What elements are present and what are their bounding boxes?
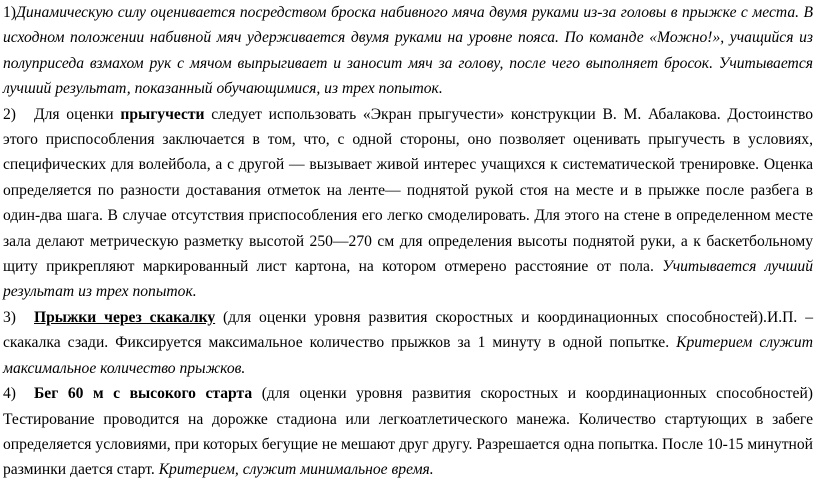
paragraph-1-number: 1) [3,4,16,21]
paragraph-2 [3,102,813,305]
paragraph-4-text: (для оценки уровня развития скоростных и координационных способностей) Тестирование проводится на дорожке стадиона или легкоатлетического манежа. Количество стартующих в забеге определяется условиями, при которых бегущие не мешают друг другу. Разрешается одна попытка. После 10-15 минутной разминки дается старт. [3,385,813,479]
paragraph-1 [3,0,813,102]
paragraph-4-term: Бег 60 м с высокого старта [34,385,253,403]
paragraph-4-note: Критерием, служит минимальное время. [158,461,434,479]
paragraph-1-note: Учитывается лучший результат, показанный обучающимися, из трех попыток. [3,54,813,98]
paragraph-3 [3,305,813,381]
paragraph-2-term: прыгучести [120,105,205,123]
paragraph-2-lead: Для оценки [34,105,114,123]
paragraph-2-note: Учитывается лучший результат из трех попыток. [3,258,814,301]
paragraph-1-text: Динамическую силу оценивается посредством броска набивного мяча двумя руками из-за головы в прыжке с места. В исходном положении набивной мяч удерживается двумя руками на уровне пояса. По команде «Можно!», учащийся из полуприседа взмахом рук с мячом выпрыгивает и заносит мяч за голову, после чего выполняет бросок. [3,4,813,72]
paragraph-2-number: 2) [3,105,16,123]
paragraph-3-text: (для оценки уровня развития скоростных и координационных способностей).И.П. – скакалка сзади. Фиксируется максимальное количество прыжков за 1 минуту в одной попытке. [3,308,813,352]
paragraph-4 [3,381,813,483]
paragraph-4-number: 4) [3,385,16,403]
paragraph-3-note: Критерием служит максимальное количество прыжков. [3,334,813,377]
paragraph-3-term: Прыжки через скакалку [34,308,216,326]
paragraph-3-number: 3) [3,308,16,326]
paragraph-2-text: следует использовать «Экран прыгучести» конструкции В. М. Абалакова. Достоинство этого приспособления заключается в том, что, с одной стороны, оно позволяет оценивать прыгучесть в условиях, специфических для волейбола, а с другой — вызывает живой интерес учащихся к систематической тренировке. Оценка определяется по разности доставания отметок на ленте— поднятой рукой стоя на месте и в прыжке после разбега в один-два шага. В случае отсутствия приспособления его легко смоделировать. Для этого на стене в определенном месте зала делают метрическую разметку высотой 250—270 см для определения высоты поднятой руки, а к баскетбольному щиту прикрепляют маркированный лист картона, на котором отмерено расстояние от пола. [3,105,813,276]
